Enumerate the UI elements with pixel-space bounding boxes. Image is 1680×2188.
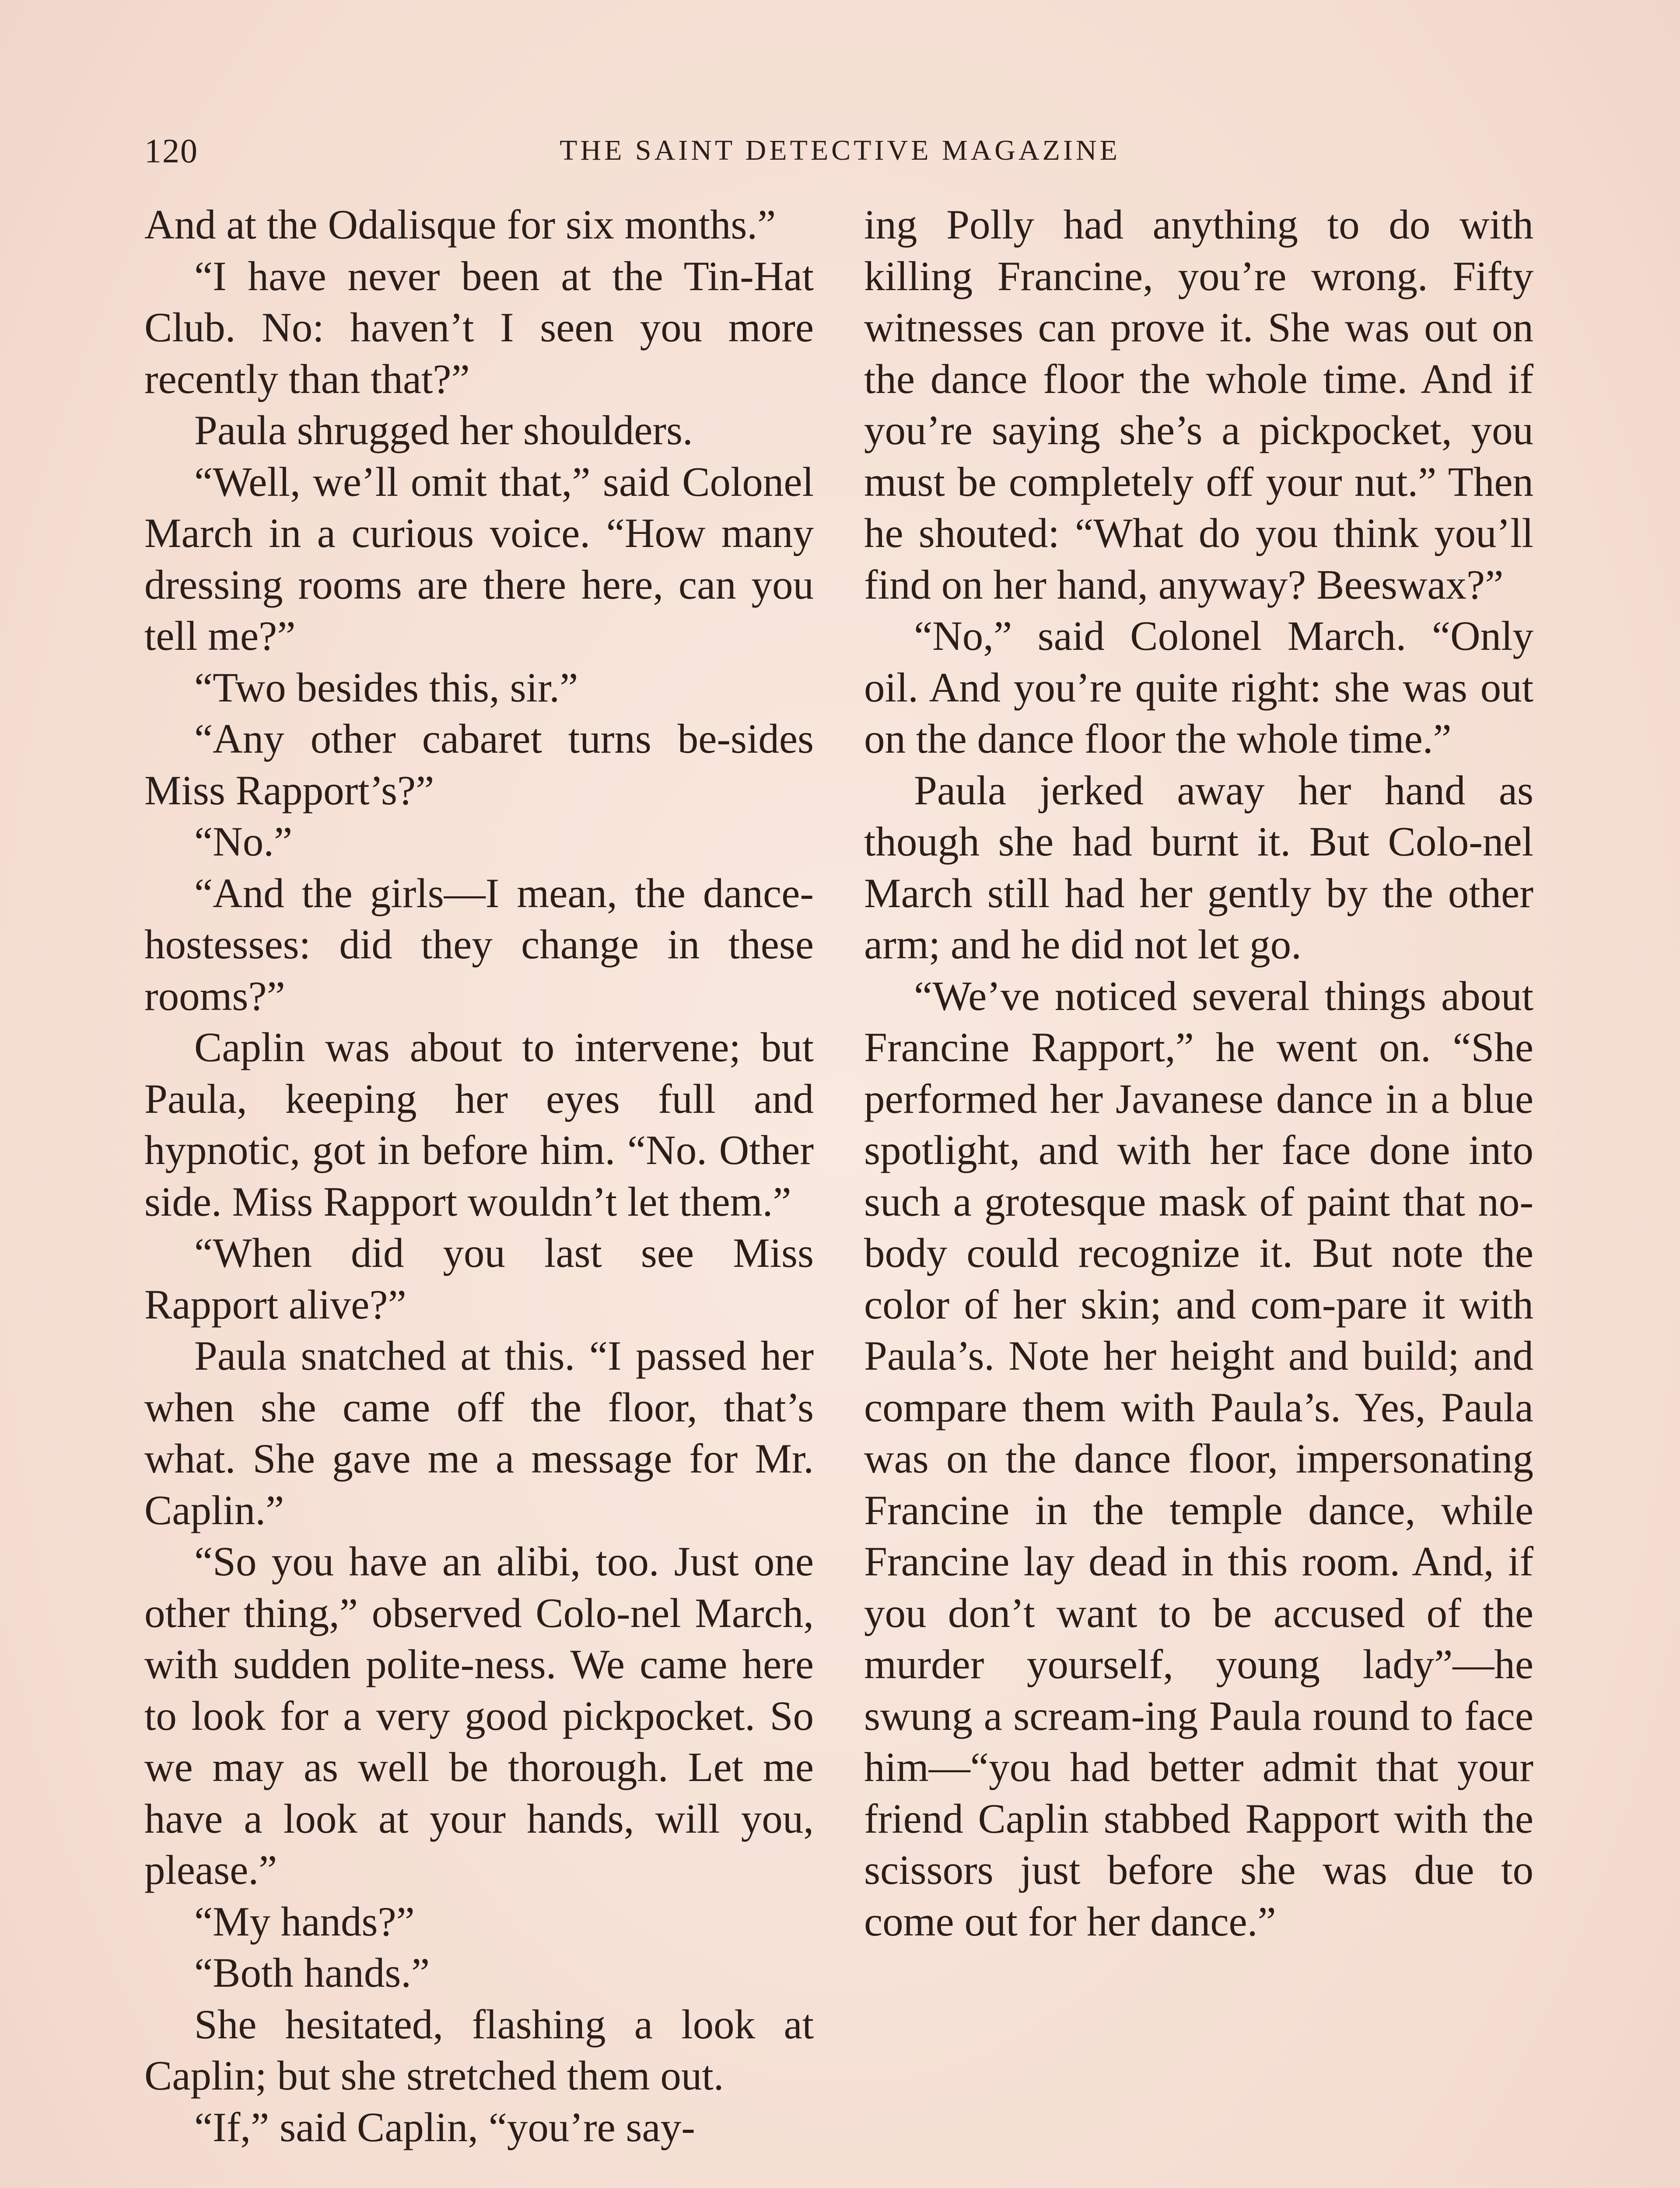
paragraph: “Any other cabaret turns be-sides Miss Rapport’s?” [144, 715, 814, 813]
paragraph: “When did you last see Miss Rapport alive?” [144, 1230, 814, 1328]
paragraph: “Two besides this, sir.” [194, 664, 578, 711]
paragraph: Paula snatched at this. “I passed her when she came off the floor, that’s what. She gave me a message for Mr. Caplin.” [144, 1332, 814, 1533]
paragraph: “So you have an alibi, too. Just one other thing,” observed Colo-nel March, with sudden polite-ness. We came here to look for a very good pickpocket. So we may as well be thorough. Let me have a look at your hands, will you, please.” [144, 1538, 814, 1893]
paragraph: “I have never been at the Tin-Hat Club. No: haven’t I seen you more recently than that?” [144, 252, 814, 402]
paragraph: “No,” said Colonel March. “Only oil. And you’re quite right: she was out on the dance floor the whole time.” [864, 613, 1533, 762]
page-number: 120 [144, 132, 198, 170]
paragraph: “No.” [194, 818, 293, 865]
paragraph: And at the Odalisque for six months.” [144, 201, 776, 248]
paragraph: “Well, we’ll omit that,” said Colonel March in a curious voice. “How many dressing rooms are there here, can you tell me?” [144, 458, 814, 659]
paragraph: Paula jerked away her hand as though she had burnt it. But Colo-nel March still had her gently by the other arm; and he did not let go. [864, 767, 1533, 968]
paragraph: “Both hands.” [194, 1950, 430, 1996]
page-header [144, 131, 1536, 175]
paragraph: “We’ve noticed several things about Francine Rapport,” he went on. “She performed her Javanese dance in a blue spotlight, and with her face done into such a grotesque mask of paint that no-body could recognize it. But note the color of her skin; and com-pare it with Paula’s. Note her height and build; and compare them with Paula’s. Yes, Paula was on the dance floor, impersonating Francine in the temple dance, while Francine lay dead in this room. And, if you don’t want to be accused of the murder yourself, young lady”—he swung a scream-ing Paula round to face him—“you had better admit that your friend Caplin stabbed Rapport with the scissors just before she was due to come out for her dance.” [864, 972, 1533, 1945]
left-column [144, 199, 814, 2153]
paragraph: Caplin was about to intervene; but Paula, keeping her eyes full and hypnotic, got in before him. “No. Other side. Miss Rapport wouldn’t let them.” [144, 1024, 814, 1225]
paragraph: “If,” said Caplin, “you’re say- [194, 2104, 695, 2150]
paragraph: Paula shrugged her shoulders. [194, 407, 693, 453]
paragraph: She hesitated, flashing a look at Caplin; but she stretched them out. [144, 2001, 814, 2099]
paragraph: “And the girls—I mean, the dance-hostesses: did they change in these rooms?” [144, 870, 814, 1019]
running-head: THE SAINT DETECTIVE MAGAZINE [560, 134, 1120, 166]
right-column [864, 199, 1533, 1947]
paragraph: ing Polly had anything to do with killing Francine, you’re wrong. Fifty witnesses can prove it. She was out on the dance floor the whole time. And if you’re saying she’s a pickpocket, you must be completely off your nut.” Then he shouted: “What do you think you’ll find on her hand, anyway? Beeswax?” [864, 201, 1533, 608]
paragraph: “My hands?” [194, 1898, 415, 1945]
